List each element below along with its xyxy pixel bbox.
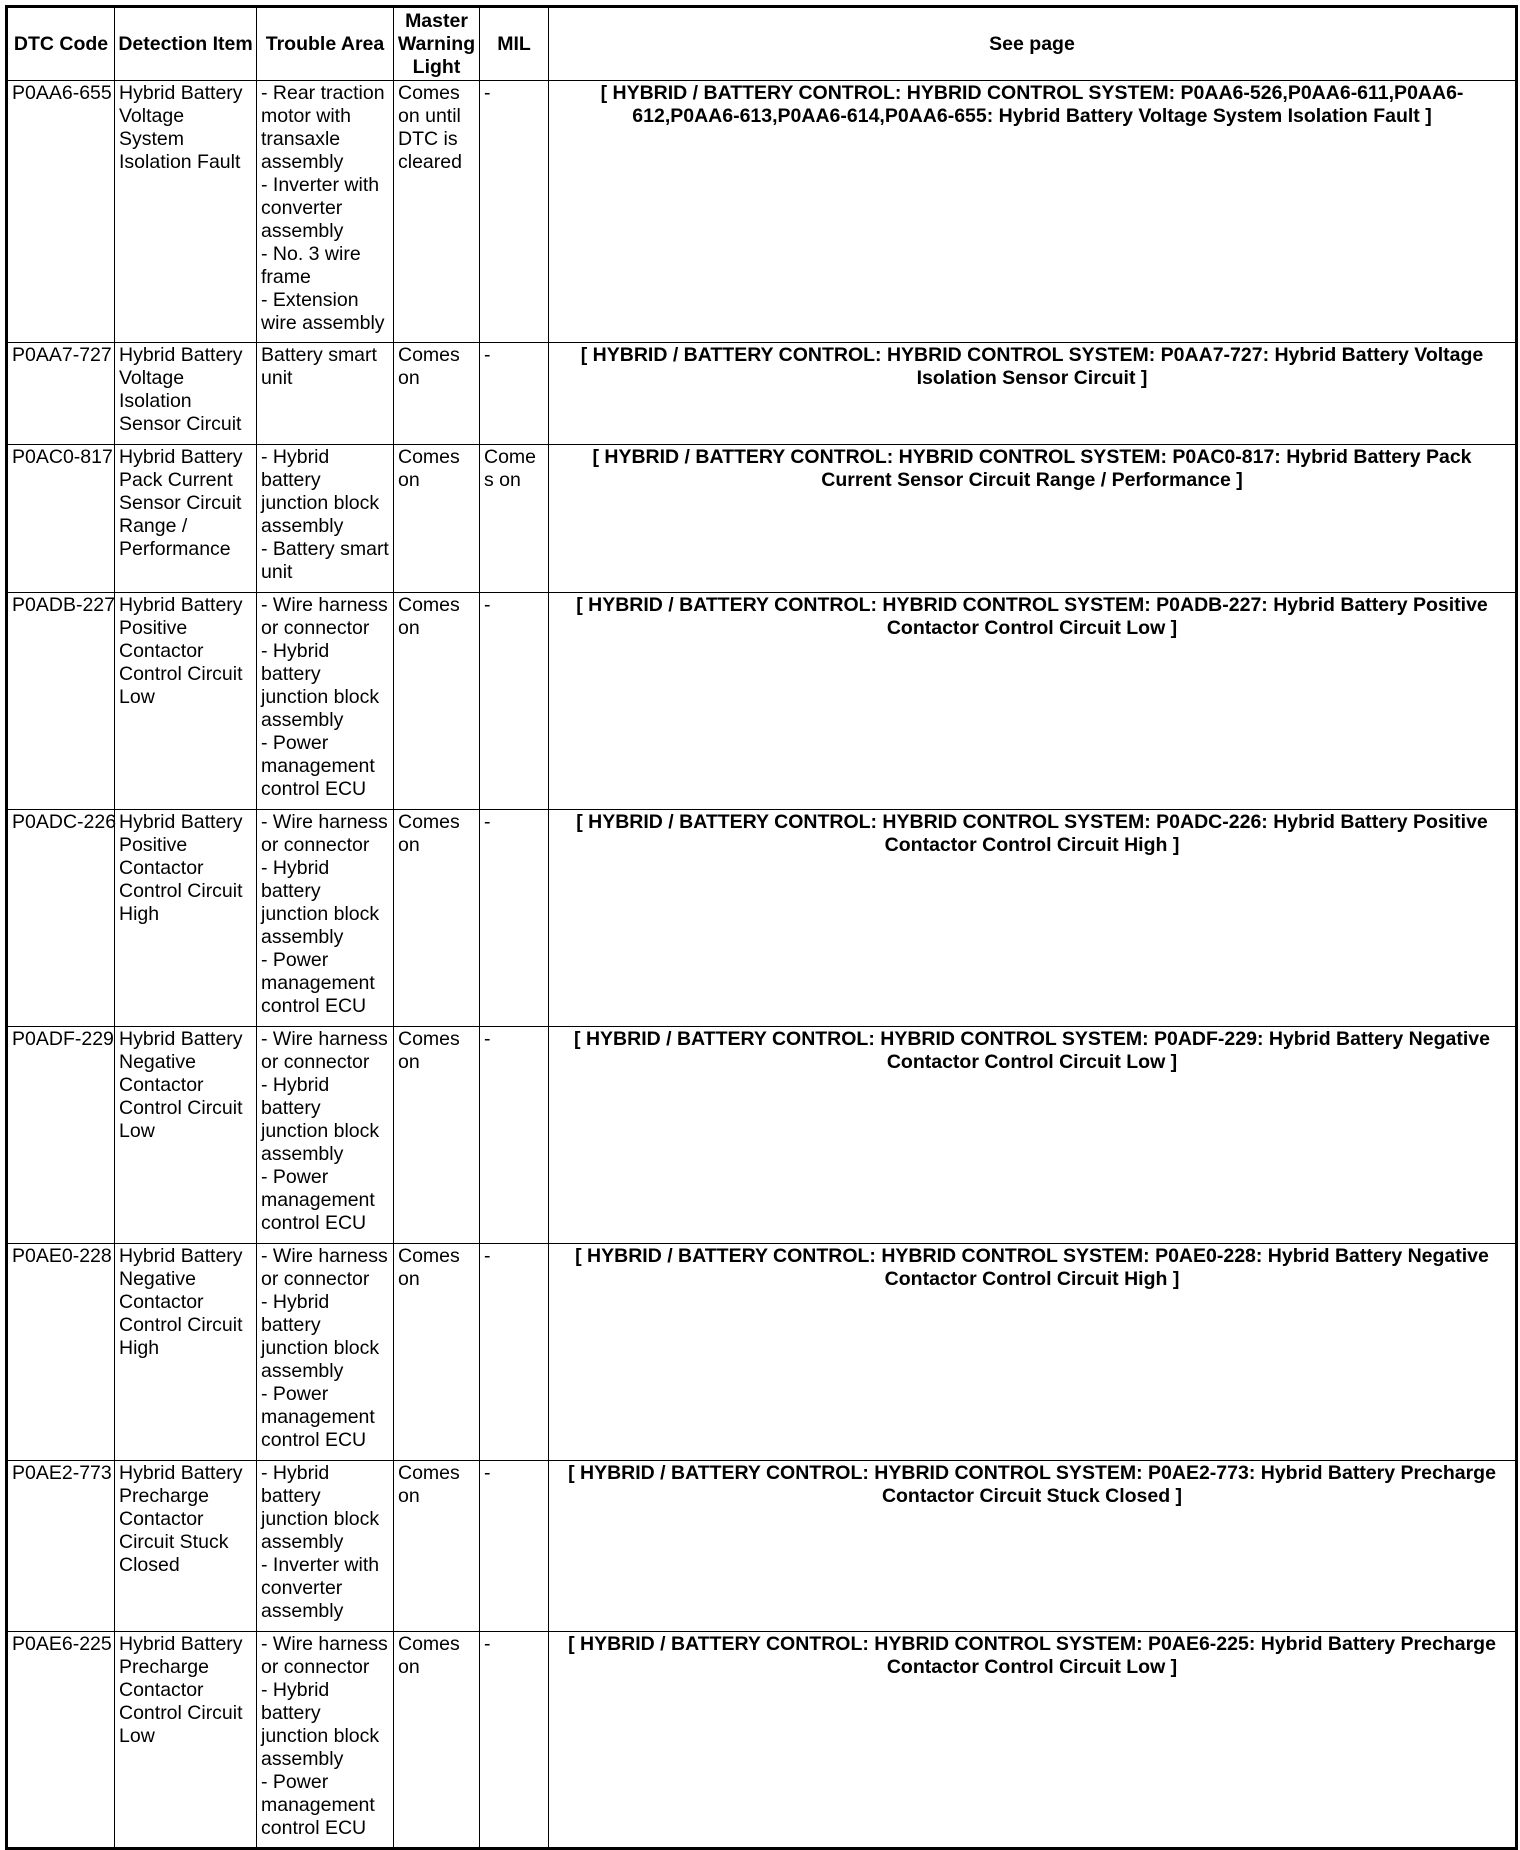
mil-cell: - <box>480 1632 549 1849</box>
detection-item-cell: Hybrid Battery Negative Contactor Control Circuit High <box>115 1244 257 1461</box>
dtc-code-cell: P0AE2-773 <box>7 1461 115 1632</box>
table-row <box>7 1461 1517 1632</box>
trouble-area-cell: - Rear traction motor with transaxle assembly - Inverter with converter assembly - No. 3 wire frame - Extension wire assembly <box>257 81 394 343</box>
mil-cell: - <box>480 1244 549 1461</box>
table-header-row <box>7 7 1517 81</box>
trouble-area-cell: - Wire harness or connector - Hybrid battery junction block assembly - Power management control ECU <box>257 593 394 810</box>
dtc-code-cell: P0ADC-226 <box>7 810 115 1027</box>
table-row <box>7 445 1517 593</box>
dtc-code-cell: P0ADB-227 <box>7 593 115 810</box>
table-row <box>7 81 1517 343</box>
see-page-link[interactable]: [ HYBRID / BATTERY CONTROL: HYBRID CONTROL SYSTEM: P0AA6-526,P0AA6-611,P0AA6-612,P0AA6-613,P0AA6-614,P0AA6-655: Hybrid Battery Voltage System Isolation Fault ] <box>549 81 1517 343</box>
master-warning-cell: Comes on <box>394 1027 480 1244</box>
trouble-area-cell: Battery smart unit <box>257 343 394 445</box>
dtc-code-cell: P0AE0-228 <box>7 1244 115 1461</box>
detection-item-cell: Hybrid Battery Voltage System Isolation Fault <box>115 81 257 343</box>
header-mil: MIL <box>480 7 549 81</box>
master-warning-cell: Comes on until DTC is cleared <box>394 81 480 343</box>
header-master-warning-light: Master Warning Light <box>394 7 480 81</box>
master-warning-cell: Comes on <box>394 593 480 810</box>
trouble-area-cell: - Wire harness or connector - Hybrid battery junction block assembly - Power management control ECU <box>257 810 394 1027</box>
see-page-link[interactable]: [ HYBRID / BATTERY CONTROL: HYBRID CONTROL SYSTEM: P0AE6-225: Hybrid Battery Precharge Contactor Control Circuit Low ] <box>549 1632 1517 1849</box>
see-page-link[interactable]: [ HYBRID / BATTERY CONTROL: HYBRID CONTROL SYSTEM: P0AE0-228: Hybrid Battery Negative Contactor Control Circuit High ] <box>549 1244 1517 1461</box>
master-warning-cell: Comes on <box>394 1461 480 1632</box>
see-page-link[interactable]: [ HYBRID / BATTERY CONTROL: HYBRID CONTROL SYSTEM: P0AE2-773: Hybrid Battery Precharge Contactor Circuit Stuck Closed ] <box>549 1461 1517 1632</box>
trouble-area-cell: - Hybrid battery junction block assembly - Inverter with converter assembly <box>257 1461 394 1632</box>
master-warning-cell: Comes on <box>394 445 480 593</box>
master-warning-cell: Comes on <box>394 343 480 445</box>
table-row <box>7 1632 1517 1849</box>
table-row <box>7 593 1517 810</box>
trouble-area-cell: - Wire harness or connector - Hybrid battery junction block assembly - Power management control ECU <box>257 1027 394 1244</box>
master-warning-cell: Comes on <box>394 810 480 1027</box>
see-page-link[interactable]: [ HYBRID / BATTERY CONTROL: HYBRID CONTROL SYSTEM: P0ADF-229: Hybrid Battery Negative Contactor Control Circuit Low ] <box>549 1027 1517 1244</box>
header-detection-item: Detection Item <box>115 7 257 81</box>
see-page-link[interactable]: [ HYBRID / BATTERY CONTROL: HYBRID CONTROL SYSTEM: P0AC0-817: Hybrid Battery Pack Current Sensor Circuit Range / Performance ] <box>549 445 1517 593</box>
detection-item-cell: Hybrid Battery Positive Contactor Control Circuit Low <box>115 593 257 810</box>
mil-cell: - <box>480 593 549 810</box>
mil-cell: - <box>480 343 549 445</box>
table-row <box>7 1027 1517 1244</box>
detection-item-cell: Hybrid Battery Precharge Contactor Circuit Stuck Closed <box>115 1461 257 1632</box>
trouble-area-cell: - Wire harness or connector - Hybrid battery junction block assembly - Power management control ECU <box>257 1632 394 1849</box>
dtc-code-cell: P0AE6-225 <box>7 1632 115 1849</box>
trouble-area-cell: - Hybrid battery junction block assembly - Battery smart unit <box>257 445 394 593</box>
table-row <box>7 1244 1517 1461</box>
mil-cell: Comes on <box>480 445 549 593</box>
header-see-page: See page <box>549 7 1517 81</box>
mil-cell: - <box>480 81 549 343</box>
header-dtc-code: DTC Code <box>7 7 115 81</box>
detection-item-cell: Hybrid Battery Voltage Isolation Sensor Circuit <box>115 343 257 445</box>
see-page-link[interactable]: [ HYBRID / BATTERY CONTROL: HYBRID CONTROL SYSTEM: P0AA7-727: Hybrid Battery Voltage Isolation Sensor Circuit ] <box>549 343 1517 445</box>
table-row <box>7 343 1517 445</box>
mil-cell: - <box>480 1027 549 1244</box>
trouble-area-cell: - Wire harness or connector - Hybrid battery junction block assembly - Power management control ECU <box>257 1244 394 1461</box>
dtc-code-cell: P0ADF-229 <box>7 1027 115 1244</box>
mil-cell: - <box>480 810 549 1027</box>
header-trouble-area: Trouble Area <box>257 7 394 81</box>
detection-item-cell: Hybrid Battery Pack Current Sensor Circuit Range / Performance <box>115 445 257 593</box>
dtc-table <box>5 5 1518 1850</box>
detection-item-cell: Hybrid Battery Positive Contactor Control Circuit High <box>115 810 257 1027</box>
table-row <box>7 810 1517 1027</box>
master-warning-cell: Comes on <box>394 1244 480 1461</box>
detection-item-cell: Hybrid Battery Precharge Contactor Control Circuit Low <box>115 1632 257 1849</box>
dtc-code-cell: P0AA7-727 <box>7 343 115 445</box>
master-warning-cell: Comes on <box>394 1632 480 1849</box>
see-page-link[interactable]: [ HYBRID / BATTERY CONTROL: HYBRID CONTROL SYSTEM: P0ADB-227: Hybrid Battery Positive Contactor Control Circuit Low ] <box>549 593 1517 810</box>
see-page-link[interactable]: [ HYBRID / BATTERY CONTROL: HYBRID CONTROL SYSTEM: P0ADC-226: Hybrid Battery Positive Contactor Control Circuit High ] <box>549 810 1517 1027</box>
dtc-code-cell: P0AA6-655 <box>7 81 115 343</box>
detection-item-cell: Hybrid Battery Negative Contactor Control Circuit Low <box>115 1027 257 1244</box>
mil-cell: - <box>480 1461 549 1632</box>
dtc-code-cell: P0AC0-817 <box>7 445 115 593</box>
